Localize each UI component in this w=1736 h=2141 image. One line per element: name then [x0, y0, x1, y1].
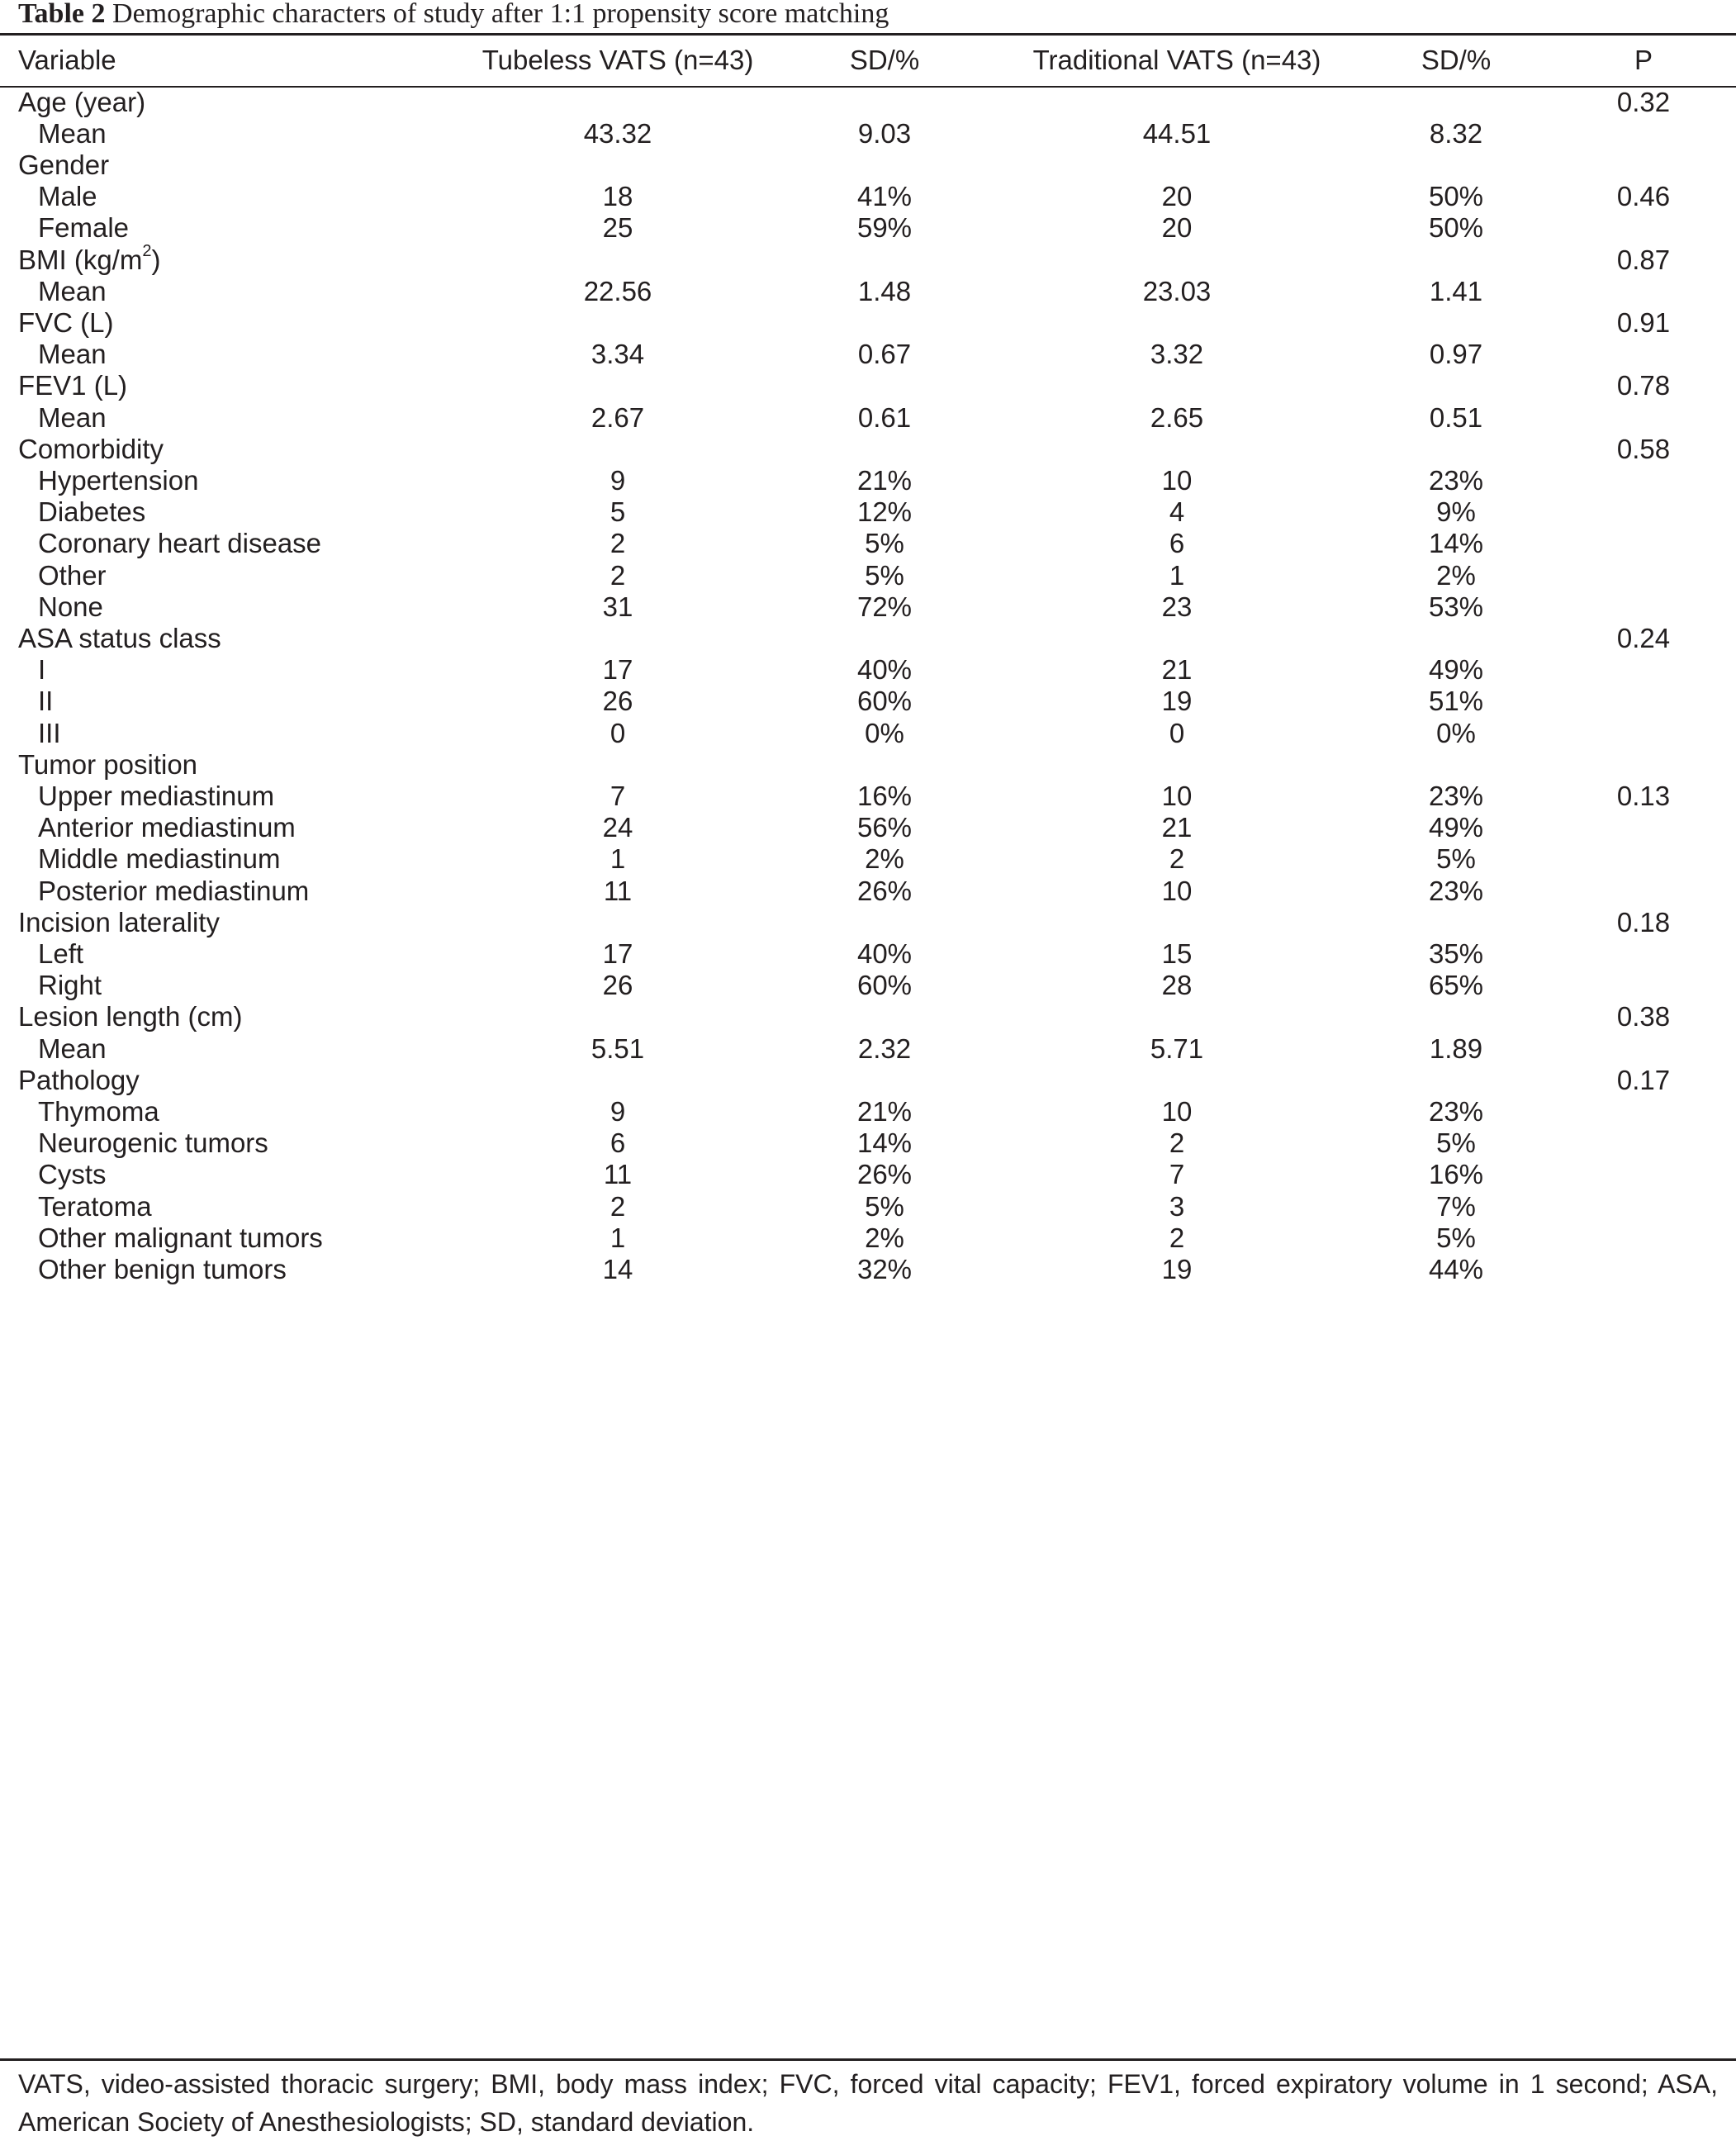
cell-tubeless-n: 6	[609, 1127, 626, 1159]
cell-traditional-n: 6	[1169, 528, 1185, 559]
row-label-text: Middle mediastinum	[38, 843, 281, 875]
row-label-text: Hypertension	[38, 465, 199, 496]
cell-tubeless-n: 2	[609, 559, 626, 591]
row-label-text: Upper mediastinum	[38, 781, 275, 811]
row-label-suffix: )	[151, 244, 161, 275]
cell-p-value: 0.18	[1616, 906, 1671, 938]
cell-tubeless-n: 26	[602, 970, 633, 1001]
row-label-text: Age (year)	[18, 86, 146, 117]
cell-traditional-n: 0	[1169, 717, 1185, 748]
cell-tubeless-n: 22.56	[583, 275, 652, 306]
header-variable: Variable	[18, 45, 116, 75]
cell-tubeless-sd: 5%	[865, 1190, 904, 1222]
cell-p-value: 0.32	[1616, 86, 1671, 117]
row-label-superscript: 2	[142, 241, 152, 260]
cell-traditional-sd: 8.32	[1429, 117, 1483, 149]
cell-traditional-n: 2.65	[1150, 401, 1204, 433]
cell-tubeless-n: 24	[602, 812, 633, 843]
cell-traditional-n: 10	[1161, 875, 1193, 906]
row-label-text: ASA status class	[18, 623, 221, 653]
cell-traditional-sd: 53%	[1428, 591, 1484, 622]
row-label-text: Anterior mediastinum	[38, 812, 296, 843]
cell-traditional-n: 23	[1161, 591, 1193, 622]
cell-traditional-sd: 5%	[1436, 1127, 1476, 1159]
row-label-text: Female	[38, 212, 130, 244]
header-tubeless-sd: SD/%	[849, 45, 920, 75]
row-label-text: Posterior mediastinum	[38, 875, 310, 906]
row-label-text: Neurogenic tumors	[38, 1127, 268, 1159]
row-label-text: Thymoma	[38, 1096, 159, 1127]
cell-traditional-sd: 1.89	[1429, 1033, 1483, 1064]
cell-traditional-sd: 14%	[1428, 528, 1484, 559]
cell-tubeless-n: 0	[609, 717, 626, 748]
row-label-text: Lesion length (cm)	[18, 1001, 243, 1033]
cell-tubeless-sd: 40%	[856, 938, 913, 969]
row-label-text: Left	[38, 938, 84, 969]
row-label-text: Right	[38, 970, 102, 1001]
cell-traditional-n: 10	[1161, 1096, 1193, 1127]
cell-p-value: 0.24	[1616, 623, 1671, 653]
row-label-text: Cysts	[38, 1159, 107, 1190]
cell-traditional-sd: 5%	[1436, 1222, 1476, 1253]
cell-traditional-sd: 44%	[1428, 1254, 1484, 1284]
row-label-text: Other	[38, 559, 107, 591]
cell-traditional-sd: 2%	[1436, 559, 1476, 591]
cell-traditional-sd: 51%	[1428, 686, 1484, 717]
cell-traditional-n: 2	[1169, 843, 1185, 875]
cell-p-value: 0.17	[1616, 1064, 1671, 1095]
cell-tubeless-sd: 32%	[856, 1254, 913, 1284]
cell-traditional-n: 5.71	[1150, 1033, 1204, 1064]
cell-tubeless-sd: 72%	[856, 591, 913, 622]
cell-traditional-sd: 23%	[1428, 1096, 1484, 1127]
cell-traditional-n: 2	[1169, 1222, 1185, 1253]
header-traditional-vats: Traditional VATS (n=43)	[1032, 45, 1321, 75]
row-label-text: Mean	[38, 275, 107, 306]
cell-traditional-sd: 49%	[1428, 654, 1484, 686]
cell-traditional-n: 3.32	[1150, 339, 1204, 370]
cell-traditional-n: 21	[1161, 654, 1193, 686]
bottom-rule	[0, 2058, 1736, 2061]
row-label-text: Coronary heart disease	[38, 528, 322, 559]
cell-traditional-sd: 0%	[1436, 717, 1476, 748]
row-label-text: None	[38, 591, 103, 622]
cell-tubeless-n: 5	[609, 496, 626, 528]
cell-traditional-sd: 7%	[1436, 1190, 1476, 1222]
cell-traditional-sd: 9%	[1436, 496, 1476, 528]
cell-traditional-sd: 0.51	[1429, 401, 1483, 433]
cell-tubeless-n: 7	[609, 781, 626, 811]
row-label-text: Other benign tumors	[38, 1254, 287, 1284]
cell-tubeless-n: 43.32	[583, 117, 652, 149]
cell-tubeless-n: 11	[603, 875, 633, 906]
cell-tubeless-sd: 5%	[865, 528, 904, 559]
cell-traditional-n: 21	[1161, 812, 1193, 843]
cell-traditional-n: 4	[1169, 496, 1185, 528]
cell-traditional-n: 3	[1169, 1190, 1185, 1222]
cell-tubeless-n: 2	[609, 528, 626, 559]
row-label-text: II	[38, 686, 54, 717]
cell-tubeless-sd: 2%	[865, 843, 904, 875]
cell-p-value: 0.46	[1616, 181, 1671, 212]
cell-tubeless-n: 1	[609, 843, 626, 875]
cell-traditional-sd: 1.41	[1429, 275, 1483, 306]
cell-tubeless-sd: 0.67	[857, 339, 912, 370]
row-label-text: Gender	[18, 150, 110, 180]
cell-tubeless-n: 17	[602, 654, 633, 686]
cell-traditional-sd: 49%	[1428, 812, 1484, 843]
row-label-text: Mean	[38, 339, 107, 370]
cell-tubeless-sd: 60%	[856, 970, 913, 1001]
cell-traditional-n: 15	[1161, 938, 1193, 969]
cell-traditional-sd: 50%	[1428, 181, 1484, 212]
header-tubeless-vats: Tubeless VATS (n=43)	[481, 45, 754, 75]
row-label-text: Pathology	[18, 1064, 140, 1095]
cell-tubeless-sd: 16%	[856, 781, 913, 811]
cell-tubeless-sd: 2%	[865, 1222, 904, 1253]
cell-traditional-n: 44.51	[1142, 117, 1212, 149]
cell-tubeless-n: 2	[609, 1190, 626, 1222]
cell-traditional-sd: 65%	[1428, 970, 1484, 1001]
cell-tubeless-sd: 5%	[865, 559, 904, 591]
table-caption	[18, 0, 889, 28]
row-label-text: Male	[38, 181, 97, 212]
cell-traditional-n: 20	[1161, 181, 1193, 212]
cell-tubeless-sd: 26%	[856, 1159, 913, 1190]
row-label-text: FVC (L)	[18, 307, 114, 338]
row-label-text: Diabetes	[38, 496, 146, 528]
table-footnote: VATS, video-assisted thoracic surgery; BMI, body mass index; FVC, forced vital capacity; FEV1, forced expiratory volume in 1 second; ASA, American Society of Anesthesiologists; SD, standard deviation.	[18, 2069, 1718, 2137]
cell-tubeless-sd: 59%	[856, 212, 913, 244]
cell-tubeless-sd: 0%	[865, 717, 904, 748]
cell-p-value: 0.78	[1616, 370, 1671, 401]
row-label	[38, 1243, 287, 1295]
cell-tubeless-sd: 60%	[856, 686, 913, 717]
row-label-text: Comorbidity	[18, 433, 164, 464]
cell-tubeless-sd: 21%	[856, 1096, 913, 1127]
cell-traditional-n: 19	[1161, 1254, 1193, 1284]
cell-tubeless-sd: 41%	[856, 181, 913, 212]
cell-traditional-n: 28	[1161, 970, 1193, 1001]
cell-traditional-sd: 35%	[1428, 938, 1484, 969]
cell-traditional-sd: 23%	[1428, 465, 1484, 496]
cell-tubeless-sd: 0.61	[857, 401, 912, 433]
cell-traditional-n: 19	[1161, 686, 1193, 717]
cell-tubeless-n: 31	[602, 591, 633, 622]
cell-tubeless-sd: 12%	[856, 496, 913, 528]
row-label-text: Mean	[38, 1033, 107, 1064]
cell-tubeless-n: 2.67	[591, 401, 645, 433]
cell-traditional-sd: 23%	[1428, 875, 1484, 906]
row-label-text: Tumor position	[18, 748, 198, 780]
cell-tubeless-n: 3.34	[591, 339, 645, 370]
row-label-text: Mean	[38, 117, 107, 149]
row-label-text: Teratoma	[38, 1190, 152, 1222]
cell-tubeless-n: 18	[602, 181, 633, 212]
cell-traditional-n: 1	[1169, 559, 1185, 591]
cell-p-value: 0.58	[1616, 433, 1671, 464]
cell-traditional-sd: 50%	[1428, 212, 1484, 244]
cell-traditional-sd: 23%	[1428, 781, 1484, 811]
table-caption-text: Demographic characters of study after 1:1 propensity score matching	[112, 0, 889, 29]
cell-tubeless-sd: 21%	[856, 465, 913, 496]
cell-tubeless-n: 25	[602, 212, 633, 244]
cell-traditional-sd: 16%	[1428, 1159, 1484, 1190]
cell-traditional-n: 2	[1169, 1127, 1185, 1159]
cell-p-value: 0.87	[1616, 244, 1671, 275]
cell-tubeless-n: 9	[609, 465, 626, 496]
cell-tubeless-sd: 9.03	[857, 117, 912, 149]
cell-tubeless-n: 26	[602, 686, 633, 717]
cell-p-value: 0.13	[1616, 781, 1671, 811]
cell-traditional-n: 10	[1161, 465, 1193, 496]
row-label-text: Mean	[38, 401, 107, 433]
cell-traditional-n: 7	[1169, 1159, 1185, 1190]
cell-traditional-n: 23.03	[1142, 275, 1212, 306]
cell-traditional-n: 10	[1161, 781, 1193, 811]
cell-p-value: 0.38	[1616, 1001, 1671, 1033]
cell-tubeless-sd: 56%	[856, 812, 913, 843]
cell-tubeless-n: 9	[609, 1096, 626, 1127]
table-row-sub	[0, 1243, 1736, 1295]
cell-traditional-sd: 0.97	[1429, 339, 1483, 370]
row-label-text: Other malignant tumors	[38, 1222, 323, 1253]
cell-p-value: 0.91	[1616, 307, 1671, 338]
row-label-text: III	[38, 717, 61, 748]
cell-tubeless-n: 11	[603, 1159, 633, 1190]
table-caption-label: Table 2	[18, 0, 106, 29]
header-p-value: P	[1634, 45, 1653, 75]
row-label-text: I	[38, 654, 46, 686]
cell-tubeless-sd: 1.48	[857, 275, 912, 306]
cell-tubeless-n: 17	[602, 938, 633, 969]
row-label-text: BMI (kg/m	[18, 244, 143, 275]
header-traditional-sd: SD/%	[1421, 45, 1492, 75]
cell-tubeless-n: 1	[609, 1222, 626, 1253]
cell-traditional-n: 20	[1161, 212, 1193, 244]
cell-tubeless-sd: 2.32	[857, 1033, 912, 1064]
cell-tubeless-sd: 40%	[856, 654, 913, 686]
row-label-text: Incision laterality	[18, 906, 220, 938]
cell-tubeless-sd: 26%	[856, 875, 913, 906]
cell-tubeless-n: 5.51	[591, 1033, 645, 1064]
cell-traditional-sd: 5%	[1436, 843, 1476, 875]
row-label-text: FEV1 (L)	[18, 370, 128, 401]
cell-tubeless-sd: 14%	[856, 1127, 913, 1159]
cell-tubeless-n: 14	[602, 1254, 633, 1284]
